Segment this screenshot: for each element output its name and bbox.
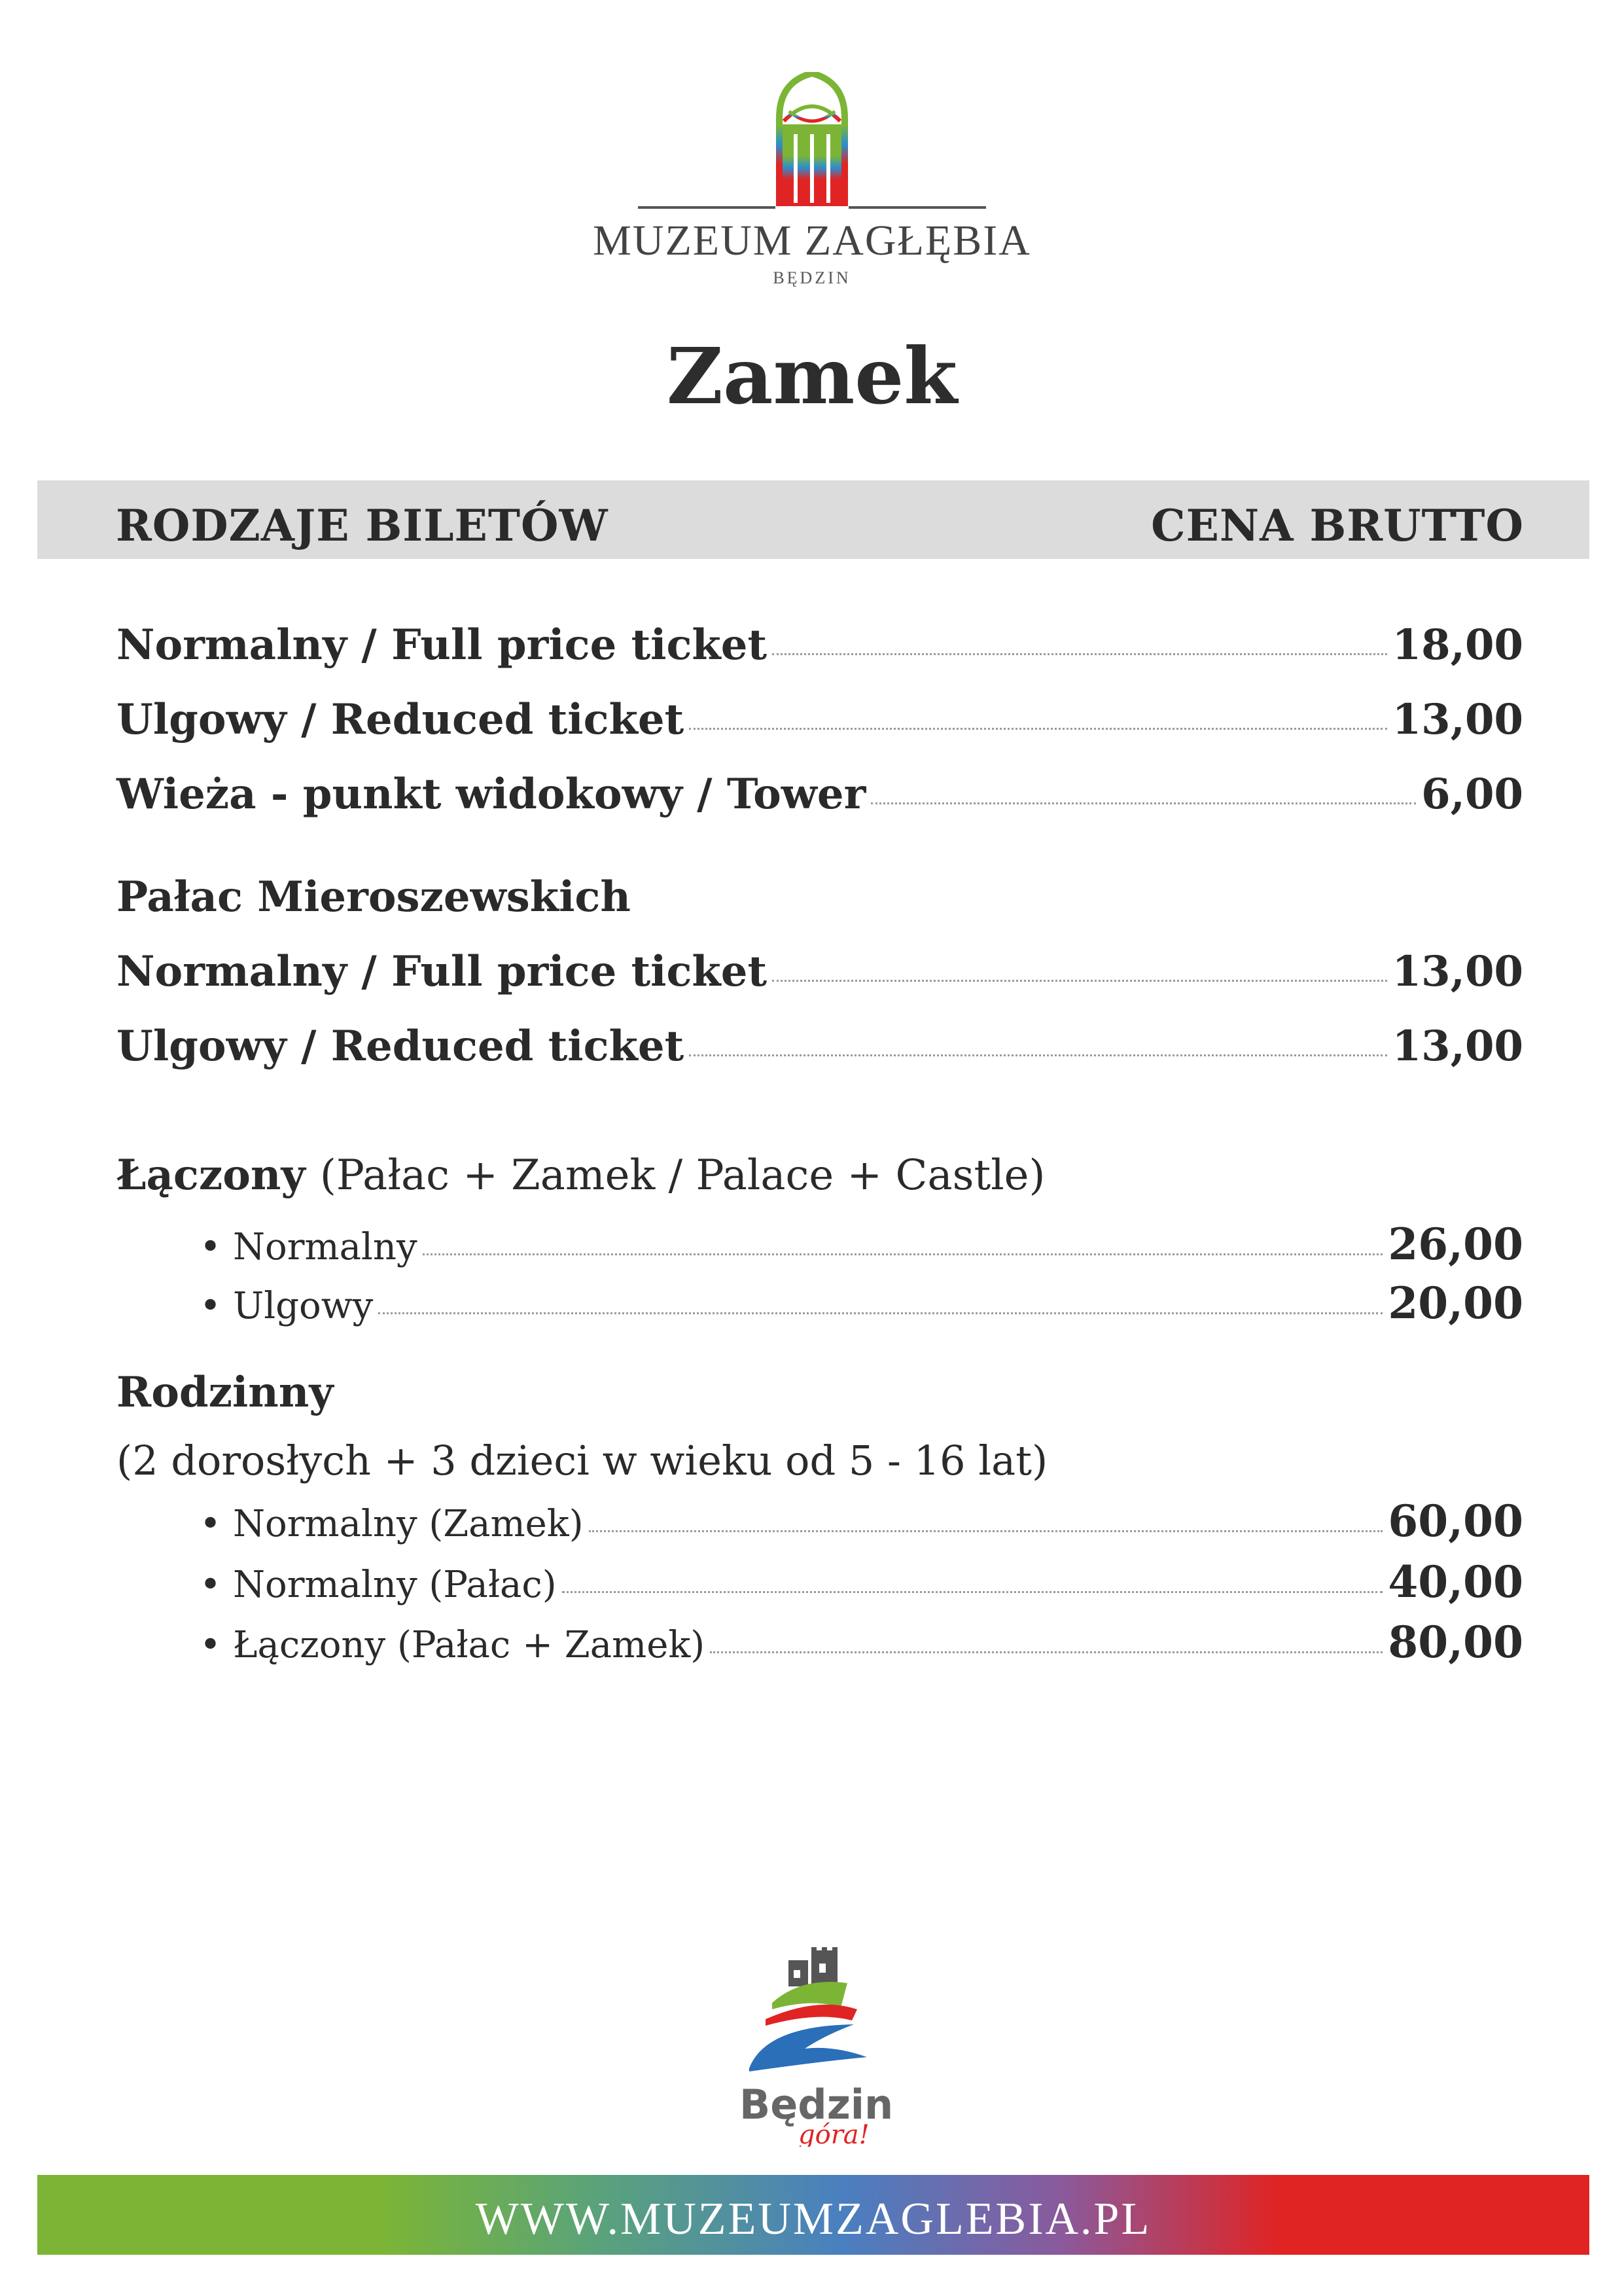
- window-emblem-icon: [776, 72, 848, 206]
- ticket-label: Wieża - punkt widokowy / Tower: [116, 770, 866, 819]
- logo-rule-right: [849, 206, 986, 209]
- dot-leader: [423, 1253, 1383, 1255]
- dot-leader: [871, 802, 1416, 804]
- bullet: •: [200, 1226, 222, 1268]
- ticket-price: 13,00: [1392, 695, 1523, 744]
- logo-rule-left: [638, 206, 775, 209]
- price-row: [116, 1022, 1523, 1071]
- bullet: •: [200, 1564, 222, 1606]
- dot-leader: [689, 1054, 1386, 1056]
- dot-leader: [689, 728, 1386, 730]
- dot-leader: [772, 980, 1387, 982]
- price-row: [116, 770, 1523, 819]
- table-header: [37, 480, 1589, 559]
- ticket-label: Normalny: [233, 1226, 417, 1268]
- price-row: [200, 1496, 1523, 1547]
- ticket-label: Normalny / Full price ticket: [116, 620, 768, 670]
- page-title: Zamek: [666, 331, 958, 422]
- laczony-title: Łączony: [116, 1151, 306, 1200]
- ticket-price: 20,00: [1388, 1278, 1523, 1329]
- ticket-label: Normalny / Full price ticket: [116, 947, 768, 996]
- header-ticket-types: RODZAJE BILETÓW: [116, 500, 609, 551]
- bullet: •: [200, 1624, 222, 1666]
- dot-leader: [589, 1530, 1383, 1532]
- footer-bar: [37, 2175, 1589, 2255]
- ticket-price: 13,00: [1392, 947, 1523, 996]
- bullet: •: [200, 1503, 222, 1545]
- price-row: [200, 1556, 1523, 1607]
- ticket-label: Ulgowy: [233, 1285, 374, 1327]
- section-title-rodzinny: Rodzinny: [116, 1368, 334, 1417]
- ticket-label: Normalny (Zamek): [233, 1503, 584, 1545]
- price-row: [200, 1278, 1523, 1329]
- ticket-label: Normalny (Pałac): [233, 1564, 557, 1606]
- section-title-palac: Pałac Mieroszewskich: [116, 872, 631, 922]
- dot-leader: [772, 653, 1387, 655]
- museum-logo: [0, 72, 1624, 206]
- ticket-price: 60,00: [1388, 1496, 1523, 1547]
- bedzin-castle-icon: [726, 1947, 903, 2147]
- logo-name: MUZEUM ZAGŁĘBIA: [593, 217, 1031, 264]
- ticket-label: Ulgowy / Reduced ticket: [116, 1022, 684, 1071]
- bedzin-logo-tagline: góra!: [798, 2120, 870, 2147]
- header-gross-price: CENA BRUTTO: [1151, 500, 1524, 551]
- price-row: [116, 620, 1523, 670]
- ticket-price: 13,00: [1392, 1022, 1523, 1071]
- logo-city: BĘDZIN: [773, 268, 851, 287]
- price-row: [116, 947, 1523, 996]
- laczony-subtitle: (Pałac + Zamek / Palace + Castle): [319, 1151, 1046, 1200]
- dot-leader: [378, 1312, 1383, 1314]
- ticket-price: 18,00: [1392, 620, 1523, 670]
- price-row: [116, 695, 1523, 744]
- ticket-label: Ulgowy / Reduced ticket: [116, 695, 684, 744]
- ticket-price: 6,00: [1421, 770, 1523, 819]
- ticket-price: 26,00: [1388, 1219, 1523, 1270]
- section-title-laczony: [116, 1151, 1046, 1200]
- bullet: •: [200, 1285, 222, 1327]
- rodzinny-note: (2 dorosłych + 3 dzieci w wieku od 5 - 16 lat): [116, 1437, 1048, 1484]
- ticket-price: 40,00: [1388, 1556, 1523, 1607]
- price-row: [200, 1219, 1523, 1270]
- dot-leader: [710, 1651, 1383, 1653]
- ticket-price: 80,00: [1388, 1617, 1523, 1668]
- price-row: [200, 1617, 1523, 1668]
- bedzin-logo-name: Będzin: [739, 2081, 894, 2128]
- bedzin-logo: [726, 1947, 903, 2149]
- dot-leader: [562, 1591, 1383, 1593]
- footer-url[interactable]: WWW.MUZEUMZAGLEBIA.PL: [475, 2194, 1152, 2244]
- ticket-label: Łączony (Pałac + Zamek): [233, 1624, 705, 1666]
